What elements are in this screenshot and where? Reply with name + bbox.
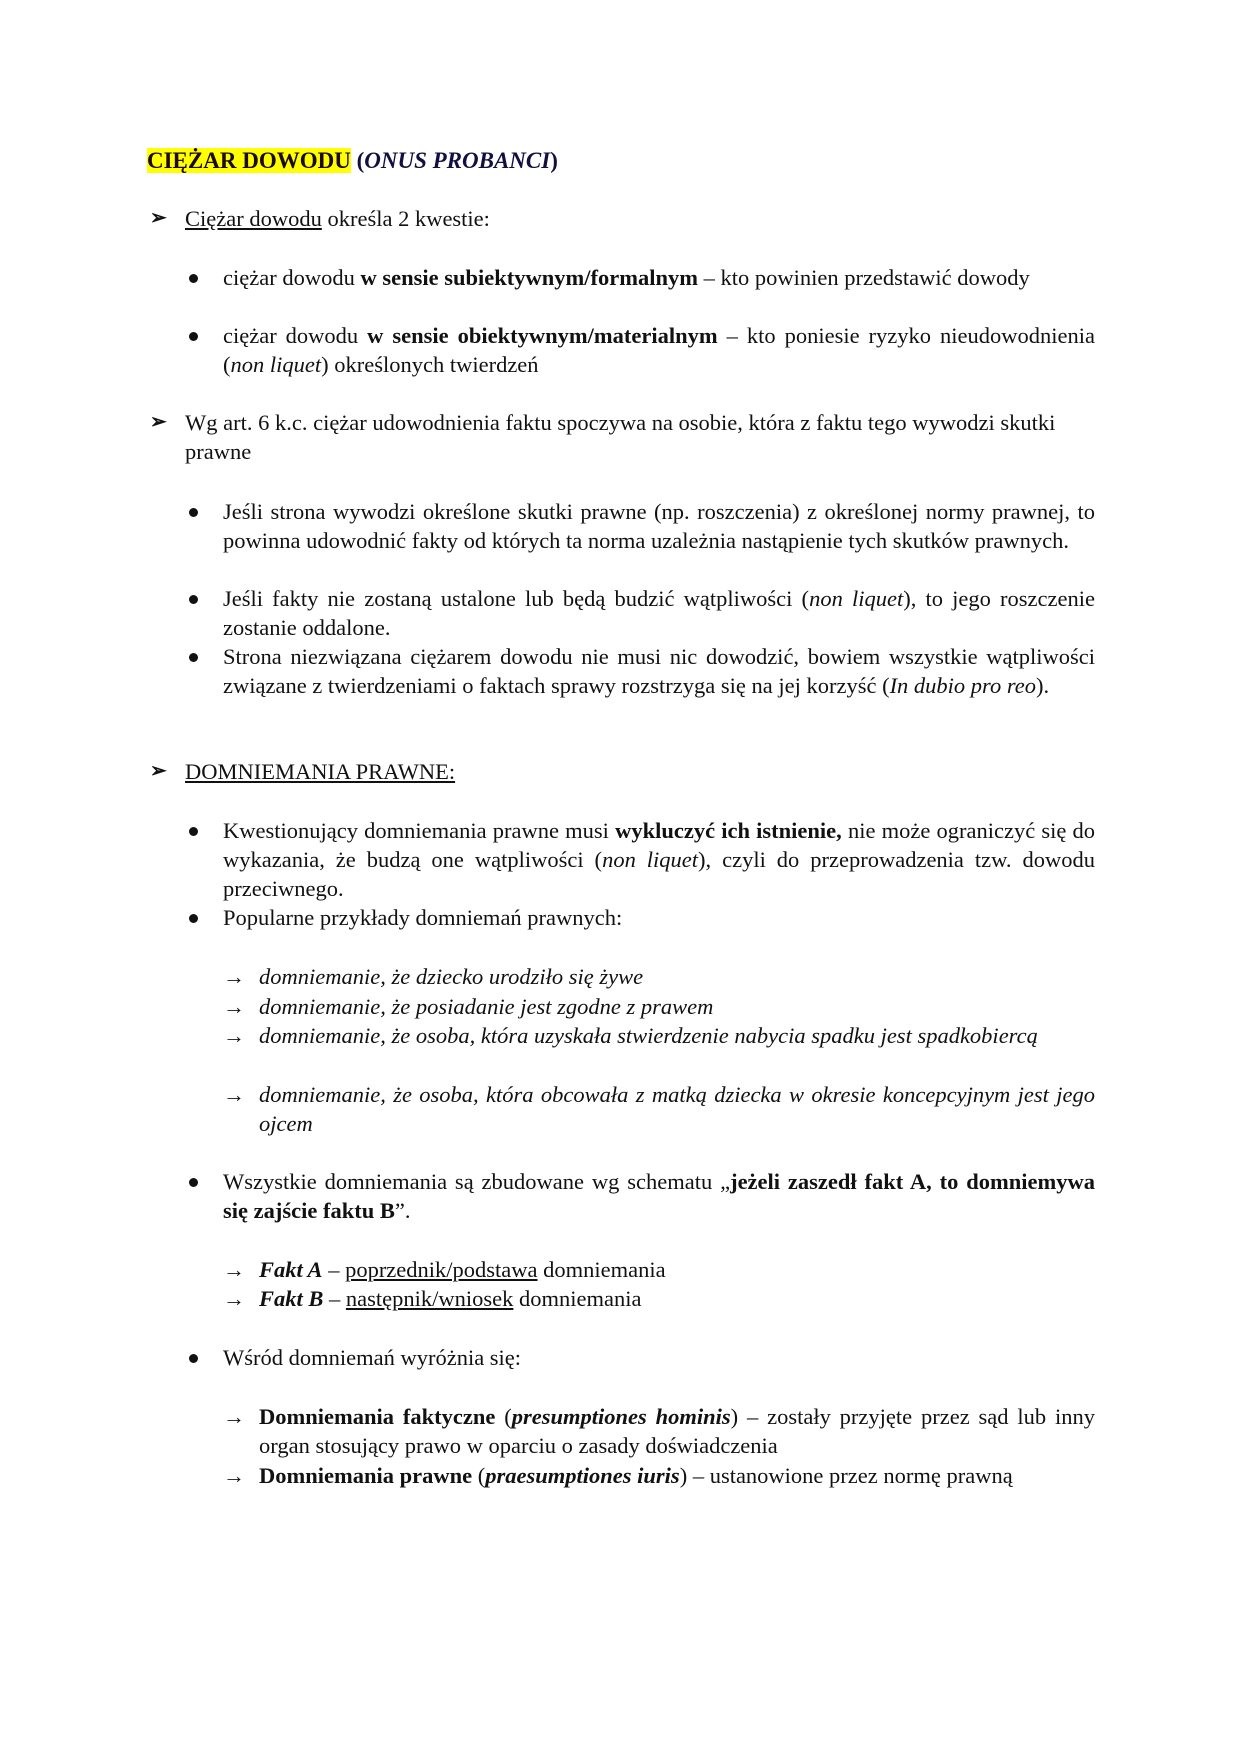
list-item-text	[223, 642, 1095, 700]
italic-term: In dubio pro reo	[889, 673, 1037, 698]
bullet-dot-icon	[189, 653, 198, 662]
list-item-text	[223, 816, 1095, 903]
arrowhead-bullet-icon: ➢	[150, 760, 167, 782]
italic-term: non liquet	[602, 847, 699, 872]
text-segment: (	[472, 1463, 486, 1488]
presumption-type-text	[259, 1461, 1095, 1490]
italic-term: non liquet	[809, 586, 904, 611]
right-arrow-icon: →	[223, 1082, 245, 1107]
text-segment: –	[323, 1286, 346, 1311]
list-item-text	[223, 1167, 1095, 1225]
text-segment: – zostały przyjęte przez sąd lub inny organ stosujący prawo w oparciu o zasady doświadczenia	[259, 1404, 1096, 1458]
arrowhead-bullet-icon: ➢	[150, 207, 167, 229]
fact-text	[259, 1284, 1095, 1313]
bold-term: Domniemania faktyczne	[259, 1404, 496, 1429]
bold-term: w sensie subiektywnym/formalnym	[360, 265, 698, 290]
text-segment: ciężar dowodu	[223, 265, 361, 290]
bullet-dot-icon	[189, 914, 198, 923]
latin-term: presumptiones hominis	[511, 1404, 731, 1429]
list-item-text: Popularne przykłady domniemań prawnych:	[223, 905, 623, 930]
text-segment: ”.	[394, 1198, 411, 1223]
title-highlighted: CIĘŻAR DOWODU	[147, 148, 351, 173]
text-segment: ).	[1036, 673, 1050, 698]
lead-underlined: Ciężar dowodu	[185, 206, 322, 231]
bullet-dot-icon	[189, 274, 198, 283]
example-text: domniemanie, że osoba, która uzyskała stwierdzenie nabycia spadku jest spadkobiercą	[259, 1023, 1038, 1048]
text-segment: )	[679, 1463, 688, 1488]
lead-underlined: DOMNIEMANIA PRAWNE:	[185, 759, 456, 784]
text-segment: – ustanowione przez normę prawną	[687, 1463, 1013, 1488]
section-lead: Wg art. 6 k.c. ciężar udowodnienia faktu spoczywa na osobie, która z faktu tego wywodzi skutki prawne	[185, 410, 1056, 464]
bold-term: jeżeli zaszedł fakt A, to domniemywa się zajście faktu B	[223, 1169, 1095, 1223]
fact-label: Fakt A	[259, 1257, 323, 1282]
text-segment: Wszystkie domniemania są zbudowane wg schematu „	[223, 1169, 731, 1194]
lead-rest: określa 2 kwestie:	[321, 206, 490, 231]
list-item-text: Wśród domniemań wyróżnia się:	[223, 1345, 522, 1370]
list-item-text	[223, 263, 1095, 292]
text-segment: – kto powinien przedstawić dowody	[697, 265, 1030, 290]
right-arrow-icon: →	[223, 1257, 245, 1282]
title-latin: ONUS PROBANCI	[364, 148, 551, 173]
list-item-text	[223, 584, 1095, 642]
text-segment: ), czyli do przeprowadzenia tzw. dowodu przeciwnego.	[223, 847, 1096, 901]
section-lead	[185, 204, 1095, 233]
text-segment: ), to jego roszczenie zostanie oddalone.	[223, 586, 1095, 640]
right-arrow-icon: →	[223, 1023, 245, 1048]
text-segment: nie może ograniczyć się do wykazania, że budzą one wątpliwości (	[223, 818, 1096, 872]
bold-term: w sensie obiektywnym/materialnym	[367, 323, 718, 348]
bold-term: wykluczyć ich istnienie,	[615, 818, 842, 843]
text-segment: Strona niezwiązana ciężarem dowodu nie musi nic dowodzić, bowiem wszystkie wątpliwości związane z twierdzeniami o faktach sprawy rozstrzyga się na jej korzyść (	[223, 644, 1095, 698]
list-item-text	[223, 321, 1095, 379]
fact-text	[259, 1255, 1095, 1284]
text-segment: domniemania	[537, 1257, 666, 1282]
right-arrow-icon: →	[223, 1463, 245, 1488]
example-text: domniemanie, że osoba, która obcowała z matką dziecka w okresie koncepcyjnym jest jego ojcem	[259, 1082, 1095, 1136]
bold-term: Domniemania prawne	[259, 1463, 473, 1488]
bullet-dot-icon	[189, 595, 198, 604]
presumption-type-text	[259, 1402, 1095, 1460]
arrowhead-bullet-icon: ➢	[150, 411, 167, 433]
right-arrow-icon: →	[223, 1404, 245, 1429]
latin-term: praesumptiones iuris	[485, 1463, 680, 1488]
bullet-dot-icon	[189, 508, 198, 517]
underlined-term: poprzednik/podstawa	[345, 1257, 538, 1282]
fact-label: Fakt B	[259, 1286, 324, 1311]
right-arrow-icon: →	[223, 1286, 245, 1311]
text-segment: (	[495, 1404, 512, 1429]
bullet-dot-icon	[189, 827, 198, 836]
example-text: domniemanie, że posiadanie jest zgodne z prawem	[259, 994, 714, 1019]
title-close-paren: )	[550, 148, 558, 173]
bullet-dot-icon	[189, 332, 198, 341]
text-segment: )	[730, 1404, 739, 1429]
right-arrow-icon: →	[223, 964, 245, 989]
text-segment: ) określonych twierdzeń	[321, 352, 539, 377]
bullet-dot-icon	[189, 1354, 198, 1363]
text-segment: Kwestionujący domniemania prawne musi	[223, 818, 616, 843]
page-title	[147, 146, 558, 176]
title-open-paren: (	[350, 148, 365, 173]
bullet-dot-icon	[189, 1178, 198, 1187]
section-lead	[185, 757, 1095, 786]
right-arrow-icon: →	[223, 994, 245, 1019]
text-segment: domniemania	[513, 1286, 642, 1311]
text-segment: –	[322, 1257, 346, 1282]
text-segment: – kto poniesie ryzyko nieudowodnienia (	[223, 323, 1095, 377]
list-item-text: Jeśli strona wywodzi określone skutki prawne (np. roszczenia) z określonej normy prawnej, to powinna udowodnić fakty od których ta norma uzależnia nastąpienie tych skutków prawnych.	[223, 499, 1095, 553]
text-segment: ciężar dowodu	[223, 323, 368, 348]
example-text: domniemanie, że dziecko urodziło się żywe	[259, 964, 644, 989]
text-segment: Jeśli fakty nie zostaną ustalone lub będą budzić wątpliwości (	[223, 586, 810, 611]
italic-term: non liquet	[230, 352, 322, 377]
underlined-term: następnik/wniosek	[345, 1286, 514, 1311]
